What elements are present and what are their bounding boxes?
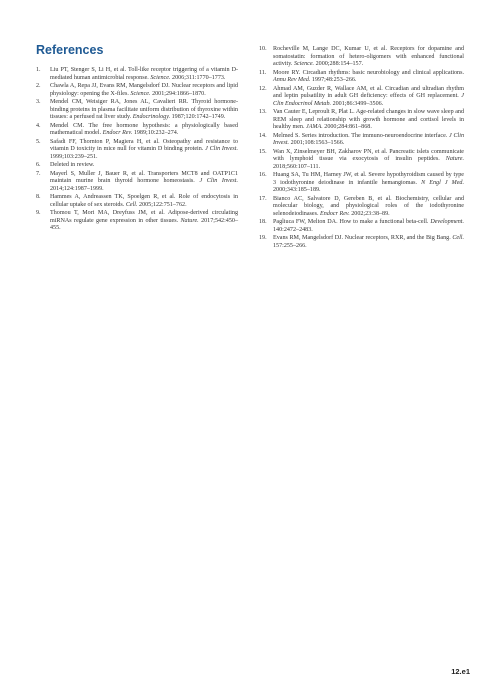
reference-number: 5.: [36, 138, 41, 145]
reference-text: Thomou T, Mori MA, Dreyfuss JM, et al. Adipose-derived circulating miRNAs regulate gene expression in other tissues.: [50, 210, 238, 224]
reference-number: 1.: [36, 67, 41, 73]
reference-text: Evans RM, Mangelsdorf DJ. Nuclear receptors, RXR, and the Big Bang.: [273, 235, 453, 242]
reference-number: 3.: [36, 98, 41, 105]
reference-citation: 2001;294:1866–1870.: [150, 90, 206, 97]
reference-item: [259, 70, 464, 85]
reference-text: Rocheville M, Lange DC, Kumar U, et al. Receptors for dopamine and somatostatin: formation of hetero-oligomers with enhanced functional activity.: [273, 46, 464, 68]
reference-number: 11.: [259, 69, 267, 76]
reference-number: 18.: [259, 219, 267, 226]
reference-journal: JAMA.: [306, 124, 323, 131]
reference-number: 15.: [259, 148, 267, 155]
reference-text: Safadi FF, Thornton P, Magiera H, et al. Osteopathy and resistance to vitamin D toxicity in mice null for vitamin D binding protein.: [50, 138, 238, 153]
reference-journal: Science.: [293, 61, 315, 68]
reference-item: [36, 171, 238, 194]
reference-number: 9.: [36, 210, 41, 217]
reference-text: Melmed S. Series introduction. The immuno-neuroendocrine interface.: [273, 132, 450, 139]
reference-text: Mendel CM, Weisiger RA, Jones AL, Cavalieri RR. Thyroid hormone-binding proteins in plasma facilitate uniform distribution of thyroxine within tissues: a perfused rat liver study.: [50, 98, 238, 121]
reference-citation: 2001;108:1563–1566.: [289, 140, 345, 147]
reference-text: Moore RY. Circadian rhythms: basic neurobiology and clinical applications.: [273, 69, 464, 76]
reference-number: 17.: [259, 195, 267, 202]
reference-journal: J Clin Invest.: [199, 178, 239, 185]
reference-citation: 2001;86:3499–3506.: [331, 100, 384, 107]
reference-citation: 1997;48:253–266.: [310, 77, 357, 84]
reference-citation: 2000;343:185–189.: [273, 187, 321, 194]
reference-text: Huang SA, Tu HM, Harney JW, et al. Severe hypothyroidism caused by type 3 iodothyronine deiodinase in infantile hemangiomas.: [273, 172, 464, 186]
references-heading: References: [36, 43, 104, 57]
reference-citation: 1989;10:232–274.: [132, 130, 179, 137]
reference-item: [36, 83, 238, 98]
reference-number: 13.: [259, 109, 267, 116]
reference-journal: J Clin Invest.: [273, 132, 464, 147]
reference-item: [259, 86, 464, 109]
reference-item: [259, 149, 464, 172]
reference-citation: 140:2472–2483.: [273, 227, 313, 234]
reference-citation: 1999;103:239–251.: [50, 153, 98, 160]
reference-item: [259, 133, 464, 148]
reference-citation: 2018;560:107–111.: [273, 163, 321, 170]
reference-journal: J Clin Endocrinol Metab.: [273, 93, 464, 107]
reference-citation: 2014;124:1987–1999.: [50, 185, 104, 192]
reference-citation: 157:255–266.: [273, 243, 307, 250]
reference-journal: N Engl J Med.: [421, 179, 464, 186]
reference-journal: Endocr Rev.: [102, 130, 133, 137]
reference-journal: Cell.: [452, 235, 464, 242]
references-list-right: [259, 46, 464, 251]
reference-text: Hammes A, Andreassen TK, Spoelgen R, et al. Role of endocytosis in cellular uptake of sex steroids.: [50, 194, 238, 208]
reference-journal: Endocrinology.: [132, 114, 171, 121]
reference-item: [259, 46, 464, 69]
reference-number: 10.: [259, 46, 267, 52]
reference-text: Van Cauter E, Leproult R, Plat L. Age-related changes in slow wave sleep and REM sleep and relationship with growth hormone and cortisol levels in healthy men.: [273, 109, 464, 131]
reference-text: Mendel CM. The free hormone hypothesis: a physiologically based mathematical model.: [50, 122, 238, 137]
reference-text: Liu PT, Stenger S, Li H, et al. Toll-like receptor triggering of a vitamin D-mediated human antimicrobial response.: [50, 67, 238, 81]
reference-journal: Nature.: [445, 156, 464, 163]
reference-number: 12.: [259, 85, 267, 92]
reference-item: [259, 235, 464, 250]
reference-text: Deleted in review.: [50, 162, 95, 169]
reference-text: Ahmad AM, Guzder R, Wallace AM, et al. Circadian and ultradian rhythm and leptin pulsatility in adult GH deficiency: effects of GH replacement.: [273, 85, 464, 100]
reference-number: 4.: [36, 122, 41, 129]
reference-journal: Development.: [430, 219, 464, 226]
reference-text: Mayerl S, Muller J, Bauer R, et al. Transporters MCT8 and OATP1C1 maintain murine brain thyroid hormone homeostasis.: [50, 170, 238, 185]
reference-citation: 2017;542:450–455.: [50, 217, 238, 232]
reference-journal: Cell.: [125, 201, 138, 208]
reference-number: 6.: [36, 162, 41, 169]
reference-citation: 2005;122:751–762.: [137, 201, 187, 208]
reference-citation: 2002;23:38–89.: [349, 211, 390, 218]
reference-citation: 2006;311:1770–1773.: [170, 74, 226, 81]
reference-item: [36, 194, 238, 209]
reference-journal: Science.: [150, 74, 171, 81]
reference-number: 7.: [36, 170, 41, 177]
reference-number: 16.: [259, 172, 267, 179]
reference-citation: 2000;284:861–868.: [322, 124, 372, 131]
reference-item: [36, 99, 238, 122]
page-number: 12.e1: [451, 667, 470, 676]
reference-journal: Nature.: [180, 217, 199, 224]
reference-journal: J Clin Invest.: [205, 146, 238, 153]
reference-item: [36, 162, 238, 170]
reference-journal: Annu Rev Med.: [273, 77, 311, 84]
reference-text: Pagliuca FW, Melton DA. How to make a functional beta-cell.: [273, 219, 431, 226]
reference-number: 14.: [259, 132, 267, 139]
reference-number: 19.: [259, 235, 267, 242]
reference-text: Wan X, Zinselmeyer BH, Zakharov PN, et al. Pancreatic islets communicate with lymphoid tissue via exocytosis of insulin peptides.: [273, 148, 464, 163]
reference-item: [259, 219, 464, 234]
reference-item: [36, 67, 238, 82]
reference-citation: 2000;288:154–157.: [314, 61, 364, 68]
reference-item: [36, 139, 238, 162]
reference-number: 8.: [36, 194, 41, 201]
reference-journal: Science.: [130, 90, 151, 97]
references-list-left: [36, 67, 238, 234]
reference-item: [259, 196, 464, 219]
reference-item: [259, 109, 464, 132]
reference-journal: Endocr Rev.: [320, 211, 350, 218]
reference-item: [36, 123, 238, 138]
reference-number: 2.: [36, 82, 41, 89]
reference-text: Bianco AC, Salvatore D, Gereben B, et al. Biochemistry, cellular and molecular biology, and physiological roles of the iodothyronine selenodeiodinases.: [273, 195, 464, 218]
reference-item: [36, 210, 238, 233]
reference-text: Chawla A, Repa JJ, Evans RM, Mangelsdorf DJ. Nuclear receptors and lipid physiology: opening the X-files.: [50, 82, 238, 97]
reference-citation: 1987;120:1742–1749.: [170, 114, 226, 121]
reference-item: [259, 172, 464, 195]
